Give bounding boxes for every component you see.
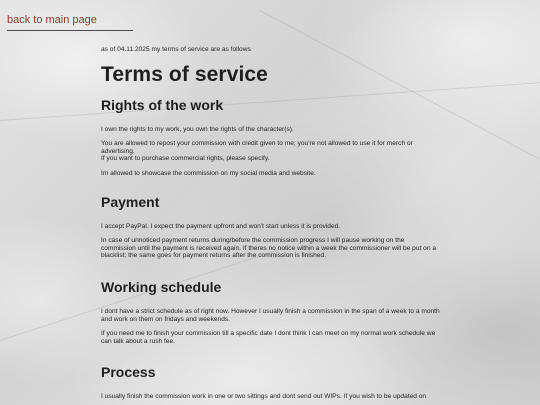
- rights-paragraph: You are allowed to repost your commission with credit given to me; you're not allowed to use it for merch or advertising.: [101, 140, 413, 155]
- back-to-main-link[interactable]: back to main page: [7, 14, 133, 31]
- section-heading-schedule: Working schedule: [101, 278, 222, 295]
- rights-paragraph: If you want to purchase commercial rights, please specify.: [101, 155, 270, 163]
- effective-date-line: as of 04.11.2025 my terms of service are as follows: [101, 46, 251, 53]
- process-paragraph: I usually finish the commission work in one or two sittings and dont send out WIPs. If you wish to be updated on: [101, 393, 427, 401]
- section-heading-rights: Rights of the work: [101, 96, 224, 113]
- section-schedule: [101, 279, 441, 345]
- section-payment: [101, 194, 441, 260]
- section-rights: [101, 97, 441, 178]
- payment-paragraph: I accept PayPal. I expect the payment upfront and won't start unless it is provided.: [101, 222, 341, 230]
- terms-content: [101, 46, 441, 405]
- payment-paragraph: In case of unnoticed payment returns during/before the commission progress I will pause working on the commission until the payment is received again. If theres no notice within a week the commissioner will be put on a blacklist; the same goes for payment returns after the commission is finished.: [101, 237, 436, 260]
- schedule-paragraph: If you need me to finish your commission till a specific date I dont think I can meet on my normal work schedule we can talk about a rush fee.: [101, 330, 436, 345]
- section-process: [101, 364, 441, 401]
- schedule-paragraph: I dont have a strict schedule as of right now. However I usually finish a commission in the span of a week to a month and work on them on fridays and weekends.: [101, 307, 440, 323]
- rights-paragraph: Im allowed to showcase the commission on my social media and website.: [101, 169, 316, 177]
- page-title: Terms of service: [101, 62, 268, 86]
- section-heading-payment: Payment: [101, 193, 160, 210]
- rights-paragraph: I own the rights to my work, you own the rights of the character(s).: [101, 125, 294, 133]
- section-heading-process: Process: [101, 364, 156, 381]
